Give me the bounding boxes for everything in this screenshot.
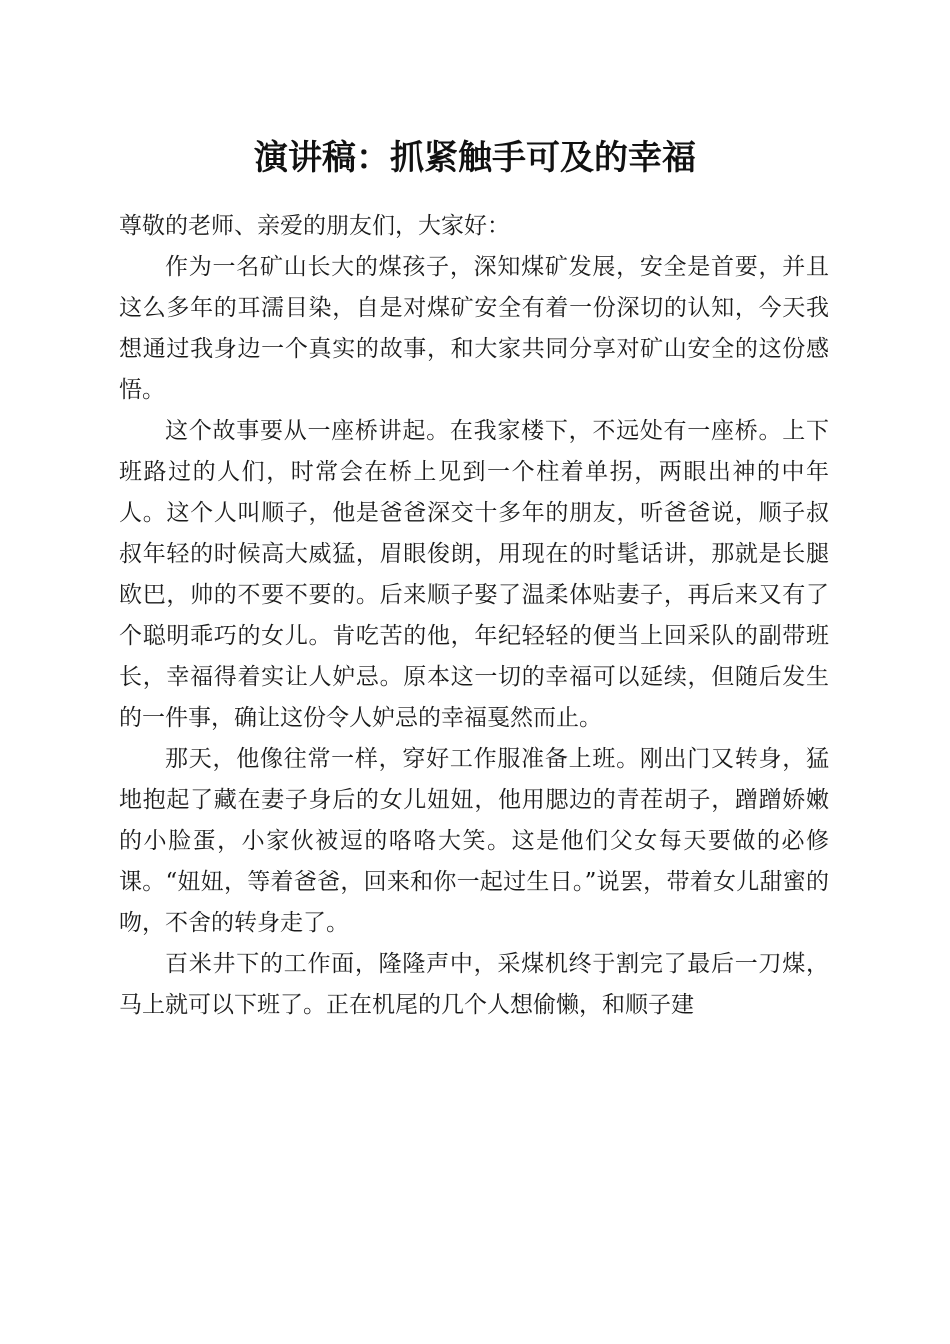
document-body (119, 206, 829, 1026)
paragraph-3: 那天，他像往常一样，穿好工作服准备上班。刚出门又转身，猛地抱起了藏在妻子身后的女儿妞妞，他用腮边的青茬胡子，蹭蹭娇嫩的小脸蛋，小家伙被逗的咯咯大笑。这是他们父女每天要做的必修课。“妞妞，等着爸爸，回来和你一起过生日。”说罢，带着女儿甜蜜的吻，不舍的转身走了。 (119, 746, 829, 936)
paragraph-4: 百米井下的工作面，隆隆声中，采煤机终于割完了最后一刀煤，马上就可以下班了。正在机尾的几个人想偷懒，和顺子建 (119, 951, 829, 1018)
salutation: 尊敬的老师、亲爱的朋友们，大家好： (119, 213, 510, 239)
paragraph-1: 作为一名矿山长大的煤孩子，深知煤矿发展，安全是首要，并且这么多年的耳濡目染，自是对煤矿安全有着一份深切的认知，今天我想通过我身边一个真实的故事，和大家共同分享对矿山安全的这份感悟。 (119, 254, 829, 403)
document-title: 演讲稿：抓紧触手可及的幸福 (254, 138, 696, 178)
paragraph-2: 这个故事要从一座桥讲起。在我家楼下，不远处有一座桥。上下班路过的人们，时常会在桥上见到一个柱着单拐，两眼出神的中年人。这个人叫顺子，他是爸爸深交十多年的朋友，听爸爸说，顺子叔叔年轻的时候高大威猛，眉眼俊朗，用现在的时髦话讲，那就是长腿欧巴，帅的不要不要的。后来顺子娶了温柔体贴妻子，再后来又有了个聪明乖巧的女儿。肯吃苦的他，年纪轻轻的便当上回采队的副带班长，幸福得着实让人妒忌。原本这一切的幸福可以延续，但随后发生的一件事，确让这份令人妒忌的幸福戛然而止。 (119, 418, 829, 731)
